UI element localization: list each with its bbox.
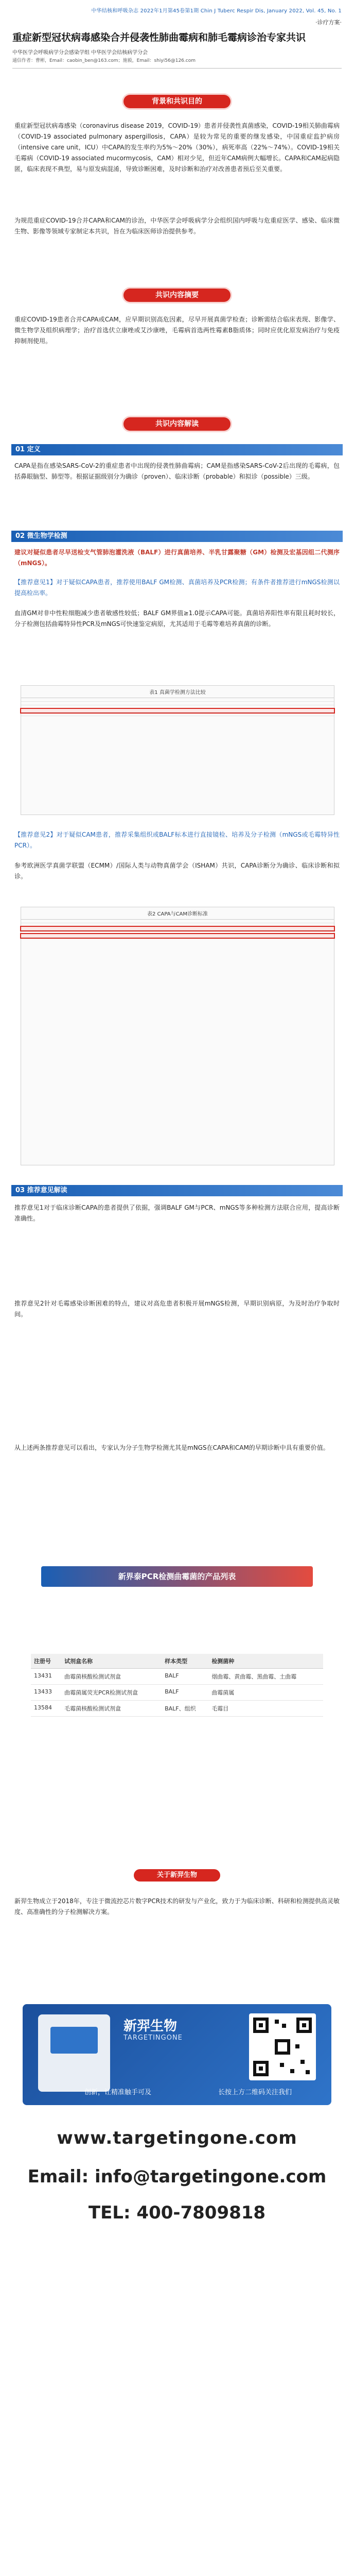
table-row (21, 713, 334, 716)
summary-paragraph: 重症COVID-19患者合并CAPA或CAM，应早期识别高危因素，尽早开展真菌学检查；诊断需结合临床表现、影像学、微生物学及组织病理学；治疗首选伏立康唑或艾沙康唑，毛霉病首选两性霉素B脂质体；同时应优化原发病治疗与免疫抑制剂使用。 (14, 316, 340, 345)
background-paragraph: 重症新型冠状病毒感染（coronavirus disease 2019，COVID-19）患者并侵袭性真菌感染，COVID-19相关肺曲霉病（COVID-19 associated pulmonary aspergillosis，CAPA）是较为常见的重要的继发感染，中国重症监护病房（intensive care unit，ICU）中CAPA的发生率约为5%～20%（30%），病死率高（22%～74%）。COVID-19相关毛霉病（COVID-19 associated mucormycosis，CAM）相对少见，但近年CAM病例大幅增长。CAPA和CAM起病隐匿，临床表现不典型，易与原发病混淆，导致诊断困难，及时诊断和治疗对改善患者预后至关重要。 (14, 122, 340, 173)
column-header: 样本类型 (162, 1654, 208, 1669)
table-1-caption: 表1 真菌学检测方法比较 (21, 686, 334, 698)
table-cell: 13433 (31, 1685, 61, 1701)
affiliation: 通信作者：曹彬，Email：caobin_ben@163.com；施毅，Email：shiyi56@126.com (12, 58, 196, 63)
microbiology-paragraph: 血清GM对非中性粒细胞减少患者敏感性较低；BALF GM界值≥1.0提示CAPA可能。真菌培养阳性率有限且耗时较长，分子检测包括曲霉特异性PCR及mNGS可快速鉴定病原，尤其适用于毛霉等难培养真菌的诊断。 (14, 609, 340, 628)
about-paragraph: 新羿生物成立于2018年，专注于微流控芯片数字PCR技术的研发与产业化，致力于为临床诊断、科研和检测提供高灵敏度、高准确性的分子检测解决方案。 (14, 1897, 340, 1916)
table-row (31, 1701, 323, 1717)
product-table (31, 1654, 323, 1717)
table-row-highlighted (21, 934, 334, 938)
table-row (31, 1685, 323, 1701)
definition-paragraph: CAPA是指在感染SARS-CoV-2的重症患者中出现的侵袭性肺曲霉病；CAM是指感染SARS-CoV-2后出现的毛霉病，包括鼻眼脑型、肺型等。根据证据级别分为确诊（proven）、临床诊断（probable）和拟诊（possible）三级。 (14, 462, 340, 480)
interpretation-paragraph-1: 推荐意见1对于临床诊断CAPA的患者提供了依据，强调BALF GM与PCR、mNGS等多种检测方法联合应用，提高诊断准确性。 (14, 1204, 340, 1222)
highlight-statement: 建议对疑似患者尽早送检支气管肺泡灌洗液（BALF）进行真菌培养、半乳甘露聚糖（GM）检测及宏基因组二代测序（mNGS）。 (14, 549, 340, 567)
table-cell: 毛霉目 (208, 1701, 323, 1717)
table-cell: BALF (162, 1669, 208, 1685)
table-2-caption: 表2 CAPA与CAM诊断标准 (21, 907, 334, 920)
product-list-banner: 新界泰PCR检测曲霉菌的产品列表 (41, 1566, 313, 1587)
table-row (21, 920, 334, 923)
slogan-right: 长按上方二维码关注我们 (218, 2089, 292, 2096)
table-cell: BALF、组织 (162, 1701, 208, 1717)
article-category: ·诊疗方案· (315, 19, 342, 26)
recommendation-2: 【推荐意见2】对于疑似CAM患者，推荐采集组织或BALF标本进行直接镜检、培养及分子检测（mNGS或毛霉特异性PCR）。 (14, 831, 340, 849)
table-row-highlighted (21, 927, 334, 930)
table-cell: 烟曲霉、黄曲霉、黑曲霉、土曲霉 (208, 1669, 323, 1685)
subheading-interpretation: 03 推荐意见解读 (11, 1185, 343, 1196)
divider (12, 68, 342, 69)
footer-phone: TEL: 400-7809818 (88, 2202, 266, 2223)
figure-table-1 (21, 685, 334, 815)
subheading-definition: 01 定义 (11, 444, 343, 455)
background-paragraph-2: 为规范重症COVID-19合并CAPA和CAM的诊治，中华医学会呼吸病学分会组织国内呼吸与危重症医学、感染、临床微生物、影像等领域专家制定本共识，旨在为临床医师诊治提供参考。 (14, 217, 340, 235)
footer-website[interactable]: www.targetingone.com (57, 2128, 297, 2148)
table-cell: 13431 (31, 1669, 61, 1685)
pcr-device-image (38, 2014, 110, 2092)
table-cell: 13584 (31, 1701, 61, 1717)
article-title: 重症新型冠状病毒感染合并侵袭性肺曲霉病和肺毛霉病诊治专家共识 (12, 32, 306, 43)
table-row (31, 1669, 323, 1685)
column-header: 试剂盒名称 (61, 1654, 162, 1669)
interpretation-paragraph-3: 从上述两条推荐意见可以看出，专家认为分子生物学检测尤其是mNGS在CAPA和CAM的早期诊断中具有重要价值。 (14, 1444, 329, 1451)
section-banner-summary: 共识内容摘要 (123, 289, 231, 302)
table-row (21, 923, 334, 927)
authors: 中华医学会呼吸病学分会感染学组 中华医学会结核病学分会 (12, 49, 148, 56)
table-row-highlighted (21, 709, 334, 713)
section-banner-interpretation: 共识内容解读 (123, 417, 231, 431)
footer-email[interactable]: Email: info@targetingone.com (27, 2166, 327, 2187)
table-row (21, 930, 334, 934)
table-row (21, 698, 334, 702)
table-row (21, 702, 334, 705)
table-cell: 曲霉菌属 (208, 1685, 323, 1701)
table-row (21, 705, 334, 709)
journal-line: 中华结核和呼吸杂志 2022年1月第45卷第1期 Chin J Tuberc Respir Dis, January 2022, Vol. 45, No. 1 (91, 8, 342, 14)
recommendation-1: 【推荐意见1】对于疑似CAPA患者，推荐使用BALF GM检测、真菌培养及PCR检测；有条件者推荐进行mNGS检测以提高检出率。 (14, 579, 340, 597)
table-cell: 曲霉菌属荧光PCR检测试剂盒 (61, 1685, 162, 1701)
journal-header (0, 0, 354, 72)
about-title: 关于新羿生物 (134, 1869, 220, 1882)
table-cell: 毛霉菌核酸检测试剂盒 (61, 1701, 162, 1717)
brand-advert (23, 2004, 331, 2105)
section-banner-background: 背景和共识目的 (123, 95, 231, 108)
brand-logo-en: TARGETINGONE (123, 2034, 183, 2042)
column-header: 检测菌种 (208, 1654, 323, 1669)
subheading-microbiology: 02 微生物学检测 (11, 531, 343, 542)
figure-table-2 (21, 907, 334, 1165)
qr-code-icon (249, 2013, 316, 2080)
slogan-left: 创新，让精准触手可及 (84, 2089, 152, 2096)
table-cell: 曲霉菌核酸检测试剂盒 (61, 1669, 162, 1685)
brand-logo: 新羿生物 (123, 2019, 178, 2034)
column-header: 注册号 (31, 1654, 61, 1669)
criteria-paragraph: 参考欧洲医学真菌学联盟（ECMM）/国际人类与动物真菌学会（ISHAM）共识，CAPA诊断分为确诊、临床诊断和拟诊。 (14, 862, 340, 880)
table-cell: BALF (162, 1685, 208, 1701)
interpretation-paragraph-2: 推荐意见2针对毛霉感染诊断困难的特点，建议对高危患者积极开展mNGS检测，早期识别病原，为及时治疗争取时间。 (14, 1300, 340, 1318)
device-screen (50, 2027, 98, 2054)
